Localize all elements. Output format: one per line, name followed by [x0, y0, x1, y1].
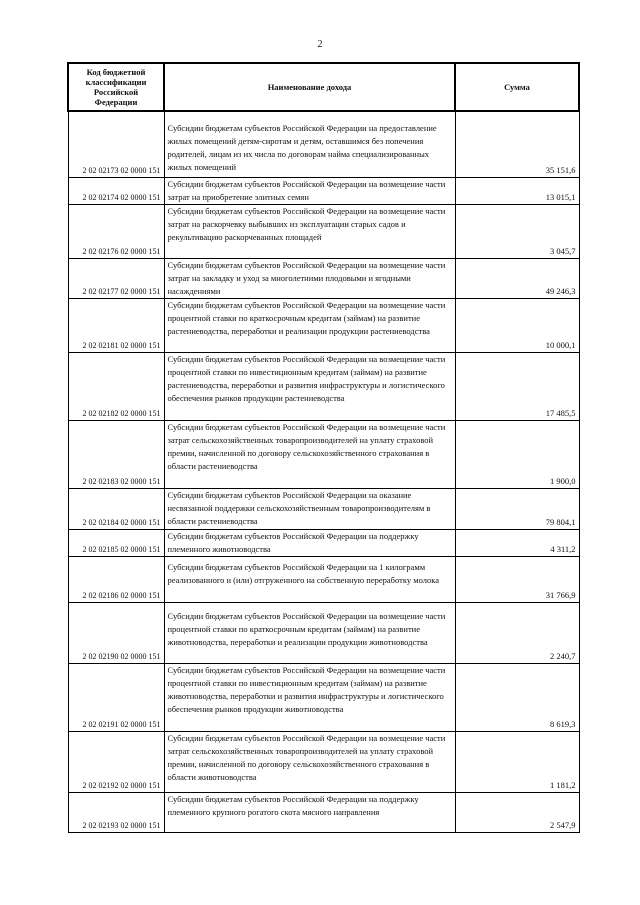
row-name: Субсидии бюджетам субъектов Российской Федерации на возмещение части затрат на приобретение элитных семян: [164, 177, 455, 204]
table-row: [68, 602, 579, 663]
row-code: 2 02 02190 02 0000 151: [68, 602, 164, 663]
row-code: 2 02 02193 02 0000 151: [68, 792, 164, 832]
row-code: 2 02 02173 02 0000 151: [68, 111, 164, 177]
table-row: [68, 556, 579, 602]
row-name: Субсидии бюджетам субъектов Российской Федерации на 1 килограмм реализованного и (или) отгруженного на собственную переработку молока: [164, 556, 455, 602]
table-row: [68, 352, 579, 420]
row-name: Субсидии бюджетам субъектов Российской Федерации на оказание несвязанной поддержки сельскохозяйственным товаропроизводителям в области растениеводства: [164, 488, 455, 529]
table-row: [68, 663, 579, 731]
table-row: [68, 298, 579, 352]
row-code: 2 02 02181 02 0000 151: [68, 298, 164, 352]
table-row: [68, 204, 579, 258]
header-name: Наименование дохода: [164, 63, 455, 111]
row-code: 2 02 02182 02 0000 151: [68, 352, 164, 420]
row-code: 2 02 02176 02 0000 151: [68, 204, 164, 258]
table-row: [68, 529, 579, 556]
row-amount: 35 151,6: [455, 111, 579, 177]
row-amount: 4 311,2: [455, 529, 579, 556]
row-amount: 3 045,7: [455, 204, 579, 258]
row-amount: 17 485,5: [455, 352, 579, 420]
row-amount: 1 900,0: [455, 420, 579, 488]
table-row: [68, 111, 579, 177]
row-name: Субсидии бюджетам субъектов Российской Федерации на возмещение части затрат на закладку и уход за многолетними плодовыми и ягодными насаждениями: [164, 258, 455, 298]
table-header-row: [68, 63, 579, 111]
table-row: [68, 488, 579, 529]
budget-revenue-table: [67, 62, 580, 833]
row-amount: 79 804,1: [455, 488, 579, 529]
row-amount: 2 240,7: [455, 602, 579, 663]
header-amount: Сумма: [455, 63, 579, 111]
row-amount: 1 181,2: [455, 731, 579, 792]
table-row: [68, 420, 579, 488]
row-amount: 8 619,3: [455, 663, 579, 731]
row-name: Субсидии бюджетам субъектов Российской Федерации на возмещение части процентной ставки по краткосрочным кредитам (займам) на развитие животноводства, переработки и реализации продукции животноводства: [164, 602, 455, 663]
row-name: Субсидии бюджетам субъектов Российской Федерации на поддержку племенного животноводства: [164, 529, 455, 556]
row-code: 2 02 02186 02 0000 151: [68, 556, 164, 602]
row-name: Субсидии бюджетам субъектов Российской Федерации на предоставление жилых помещений детям-сиротам и детям, оставшимся без попечения родителей, лицам из их числа по договорам найма специализированных жилых помещений: [164, 111, 455, 177]
row-name: Субсидии бюджетам субъектов Российской Федерации на возмещение части затрат сельскохозяйственных товаропроизводителей на уплату страховой премии, начисленной по договору сельскохозяйственного страхования в области растениеводства: [164, 420, 455, 488]
row-amount: 49 246,3: [455, 258, 579, 298]
table-row: [68, 792, 579, 832]
page-number: 2: [317, 39, 323, 50]
row-code: 2 02 02185 02 0000 151: [68, 529, 164, 556]
row-amount: 31 766,9: [455, 556, 579, 602]
row-code: 2 02 02184 02 0000 151: [68, 488, 164, 529]
row-code: 2 02 02177 02 0000 151: [68, 258, 164, 298]
header-code: Код бюджетной классификации Российской Федерации: [68, 63, 164, 111]
table-row: [68, 258, 579, 298]
row-name: Субсидии бюджетам субъектов Российской Федерации на возмещение части затрат сельскохозяйственных товаропроизводителей на уплату страховой премии, начисленной по договору сельскохозяйственного страхования в области животноводства: [164, 731, 455, 792]
row-name: Субсидии бюджетам субъектов Российской Федерации на возмещение части процентной ставки по краткосрочным кредитам (займам) на развитие растениеводства, переработки и реализации продукции растениеводства: [164, 298, 455, 352]
table-row: [68, 177, 579, 204]
row-name: Субсидии бюджетам субъектов Российской Федерации на возмещение части процентной ставки по инвестиционным кредитам (займам) на развитие животноводства, переработки и развития инфраструктуры и логистического обеспечения рынков продукции животноводства: [164, 663, 455, 731]
table-row: [68, 731, 579, 792]
row-amount: 2 547,9: [455, 792, 579, 832]
row-amount: 13 015,1: [455, 177, 579, 204]
row-code: 2 02 02174 02 0000 151: [68, 177, 164, 204]
row-name: Субсидии бюджетам субъектов Российской Федерации на поддержку племенного крупного рогатого скота мясного направления: [164, 792, 455, 832]
row-code: 2 02 02192 02 0000 151: [68, 731, 164, 792]
row-name: Субсидии бюджетам субъектов Российской Федерации на возмещение части затрат на раскорчевку выбывших из эксплуатации старых садов и рекультивацию раскорчеванных площадей: [164, 204, 455, 258]
row-code: 2 02 02191 02 0000 151: [68, 663, 164, 731]
row-name: Субсидии бюджетам субъектов Российской Федерации на возмещение части процентной ставки по инвестиционным кредитам (займам) на развитие растениеводства, переработки и развития инфраструктуры и логистического обеспечения рынков продукции растениеводства: [164, 352, 455, 420]
row-code: 2 02 02183 02 0000 151: [68, 420, 164, 488]
row-amount: 10 000,1: [455, 298, 579, 352]
